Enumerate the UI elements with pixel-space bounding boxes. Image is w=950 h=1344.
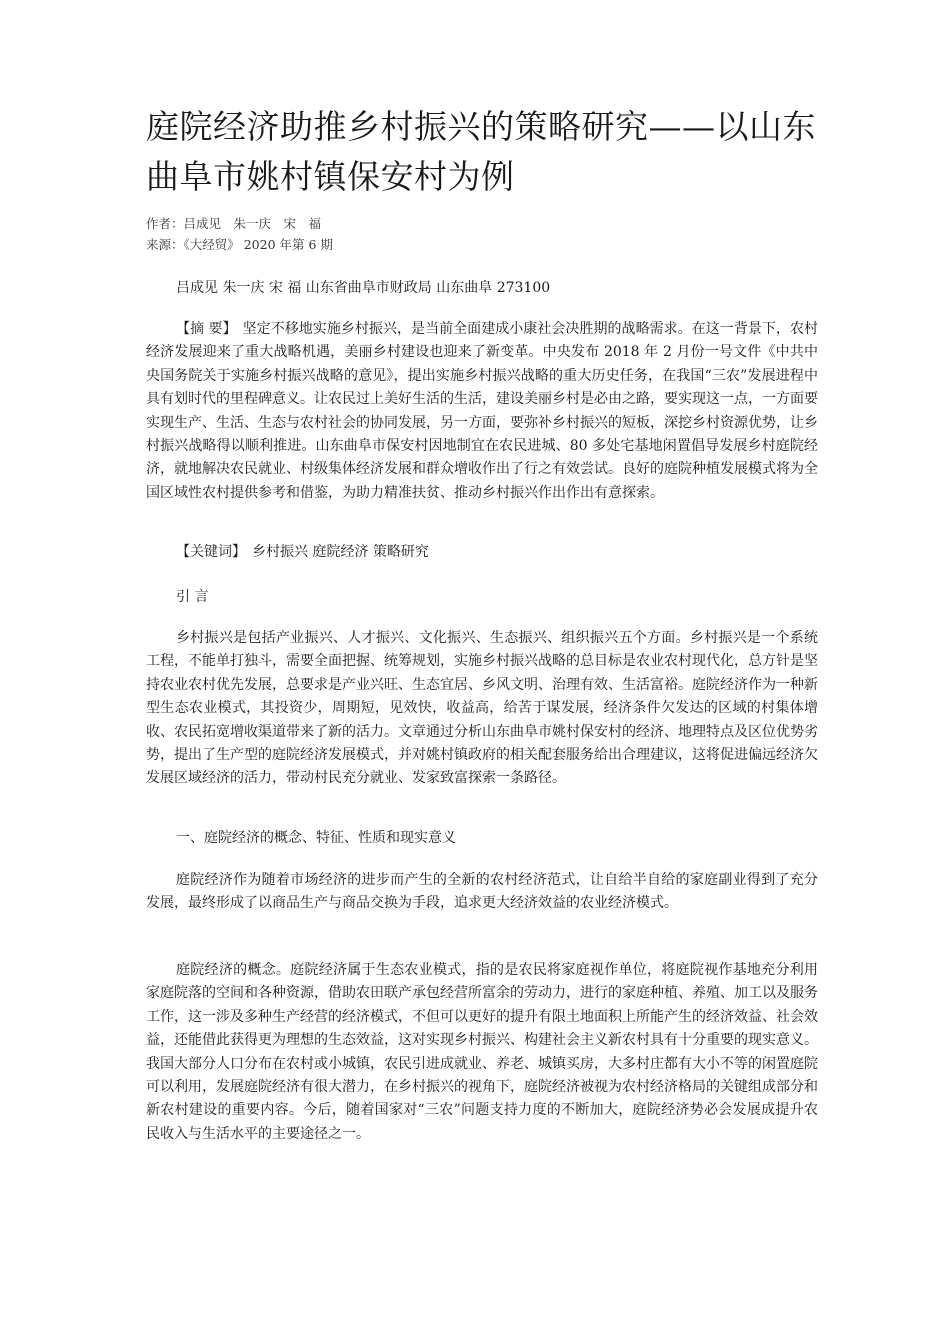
article-title: 庭院经济助推乡村振兴的策略研究——以山东曲阜市姚村镇保安村为例 [146, 107, 816, 196]
section1-paragraph-2: 庭院经济的概念。庭院经济属于生态农业模式，指的是农民将家庭视作单位，将庭院视作基地充分利用家庭院落的空间和各种资源，借助农田联产承包经营所富余的劳动力，进行的家庭种植、养殖、加工以及服务工作，这一涉及多种生产经营的经济模式，不但可以更好的提升有限土地面积上所能产生的经济效益、社会效益，还能借此获得更为理想的生态效益，这对实现乡村振兴、构建社会主义新农村具有十分重要的现实意义。我国大部分人口分布在农村或小城镇，农民引进成就业、养老、城镇买房，大多村庄都有大小不等的闲置庭院可以利用，发展庭院经济有很大潜力，在乡村振兴的视角下，庭院经济被视为农村经济格局的关键组成部分和新农村建设的重要内容。今后，随着国家对“三农”问题支持力度的不断加大，庭院经济势必会发展成提升农民收入与生活水平的主要途径之一。 [146, 962, 818, 1142]
abstract-paragraph [146, 318, 818, 505]
keywords-paragraph [146, 541, 818, 564]
section1-heading: 一、庭院经济的概念、特征、性质和现实意义 [176, 830, 456, 846]
abstract-text: 坚定不移地实施乡村振兴，是当前全面建成小康社会决胜期的战略需求。在这一背景下，农村经济发展迎来了重大战略机遇，美丽乡村建设也迎来了新变革。中央发布 2018 年 2 月份一号文件《中共中央国务院关于实施乡村振兴战略的意见》，提出实施乡村振兴战略的重大历史任务，在我国“三农”发展进程中具有划时代的里程碑意义。让农民过上美好生活的生活，建设美丽乡村是必由之路，要实现这一点，一方面要实现生产、生活、生态与农村社会的协同发展，另一方面，要弥补乡村振兴的短板，深挖乡村资源优势，让乡村振兴战略得以顺利推进。山东曲阜市保安村因地制宜在农民进城、80 多处宅基地闲置倡导发展乡村庭院经济，就地解决农民就业、村级集体经济发展和群众增收作出了行之有效尝试。良好的庭院种植发展模式将为全国区域性农村提供参考和借鉴，为助力精准扶贫、推动乡村振兴作出作出有意探索。 [146, 321, 818, 501]
abstract-label: 【摘 要】 [176, 321, 237, 337]
affiliation: 吕成见 朱一庆 宋 福 山东省曲阜市财政局 山东曲阜 273100 [176, 280, 551, 296]
source-line: 来源：《大经贸》 2020 年第 6 期 [146, 237, 333, 252]
keywords-text: 乡村振兴 庭院经济 策略研究 [252, 544, 429, 560]
author-line: 作者：吕成见 朱一庆 宋 福 [146, 216, 322, 231]
intro-heading: 引 言 [176, 589, 209, 605]
section1-paragraph-1: 庭院经济作为随着市场经济的进步而产生的全新的农村经济范式，让自给半自给的家庭副业得到了充分发展，最终形成了以商品生产与商品交换为手段，追求更大经济效益的农业经济模式。 [146, 872, 818, 912]
intro-paragraph: 乡村振兴是包括产业振兴、人才振兴、文化振兴、生态振兴、组织振兴五个方面。乡村振兴是一个系统工程，不能单打独斗，需要全面把握、统筹规划，实施乡村振兴战略的总目标是农业农村现代化，总方针是坚持农业农村优先发展，总要求是产业兴旺、生态宜居、乡风文明、治理有效、生活富裕。庭院经济作为一种新型生态农业模式，其投资少，周期短，见效快，收益高，给苦于谋发展，经济条件欠发达的区域的村集体增收、农民拓宽增收渠道带来了新的活力。文章通过分析山东曲阜市姚村保安村的经济、地理特点及区位优势劣势，提出了生产型的庭院经济发展模式，并对姚村镇政府的相关配套服务给出合理建议，这将促进偏远经济欠发展区域经济的活力，带动村民充分就业、发家致富探索一条路径。 [146, 630, 818, 787]
keywords-label: 【关键词】 [176, 544, 246, 560]
